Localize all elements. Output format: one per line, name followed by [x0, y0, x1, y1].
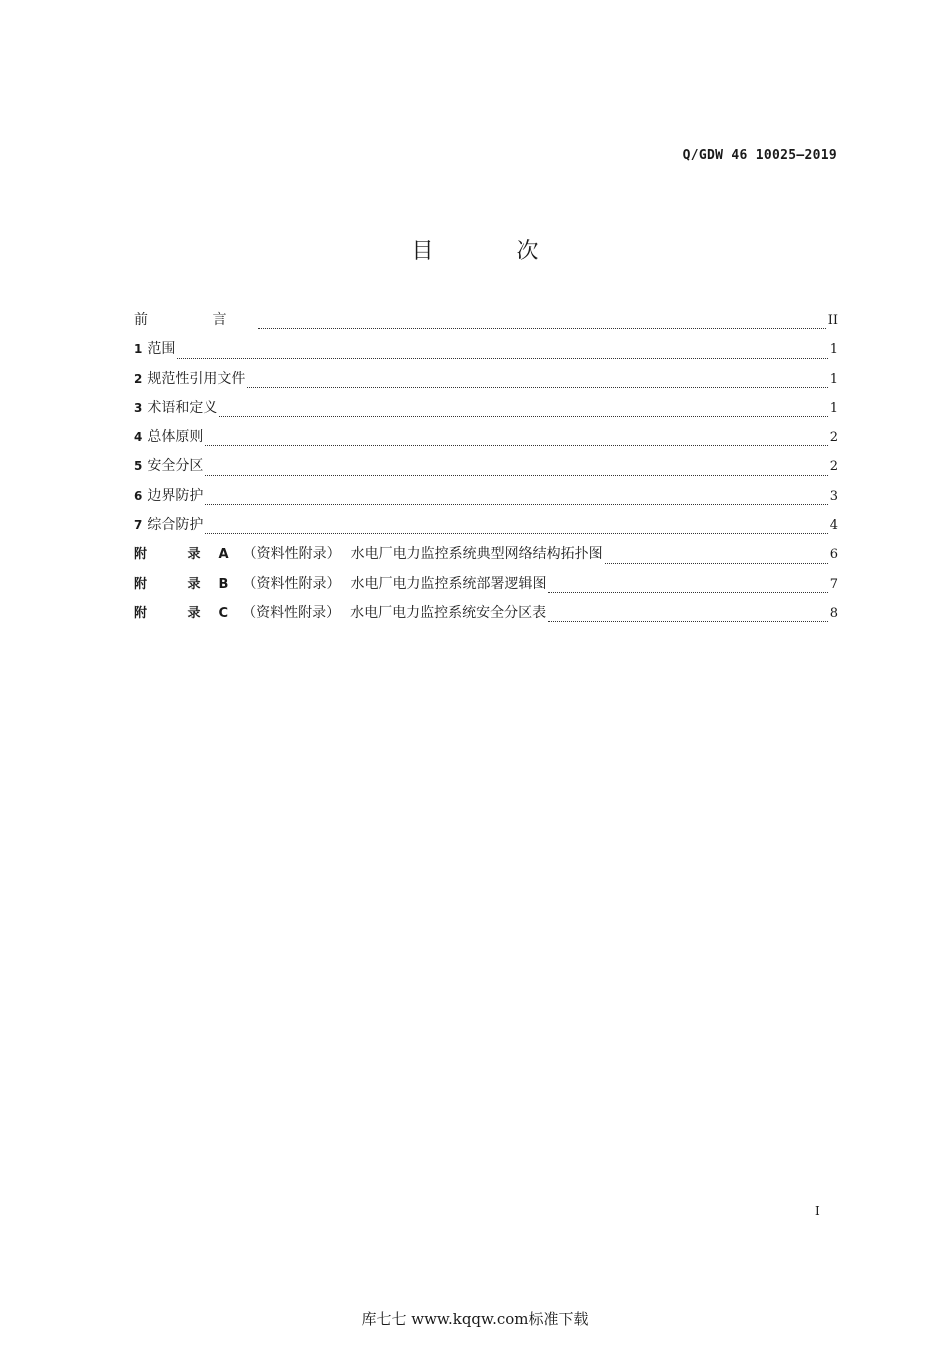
- toc-entry[interactable]: [134, 485, 838, 514]
- toc-entry[interactable]: [134, 543, 838, 572]
- toc-leader-dots: [548, 621, 828, 622]
- toc-leader-dots: [548, 592, 827, 593]
- toc-entry[interactable]: [134, 309, 838, 338]
- toc-leader-dots: [205, 445, 827, 446]
- toc-entry-page: 7: [829, 576, 838, 592]
- toc-entry-title: 前 言: [134, 312, 257, 328]
- toc-entry[interactable]: [134, 397, 838, 426]
- toc-entry-label: [134, 455, 203, 475]
- toc-entry-title: 范围: [147, 341, 176, 358]
- toc-entry-page: II: [827, 313, 838, 328]
- toc-entry-label: [134, 397, 217, 417]
- toc-entry-label: [134, 426, 203, 446]
- toc-entry[interactable]: [134, 514, 838, 543]
- toc-entry-title: 规范性引用文件: [147, 370, 246, 387]
- toc-entry-number: 1: [134, 342, 143, 357]
- toc-entry-title: 水电厂电力监控系统典型网络结构拓扑图: [350, 546, 603, 563]
- toc-entry[interactable]: [134, 573, 838, 602]
- table-of-contents: [134, 309, 838, 631]
- appendix-word: 附 录: [134, 605, 219, 621]
- toc-leader-dots: [205, 475, 827, 476]
- toc-entry-title: 术语和定义: [147, 399, 218, 416]
- appendix-note: （资料性附录）: [242, 604, 341, 621]
- toc-entry-label: [134, 485, 203, 505]
- toc-leader-dots: [258, 328, 825, 329]
- toc-leader-dots: [177, 358, 827, 359]
- toc-entry-number: 7: [134, 518, 143, 533]
- toc-leader-dots: [205, 533, 827, 534]
- toc-entry-title: 安全分区: [147, 458, 204, 475]
- toc-entry-page: 1: [829, 400, 838, 416]
- page-number: I: [815, 1204, 820, 1218]
- toc-entry-page: 2: [829, 459, 838, 475]
- toc-entry-title: 边界防护: [147, 487, 204, 504]
- toc-entry[interactable]: [134, 602, 838, 631]
- toc-entry-label: [134, 573, 546, 593]
- toc-entry-label: [134, 543, 603, 563]
- toc-entry-number: 5: [134, 459, 143, 474]
- toc-entry-page: 4: [829, 518, 838, 534]
- toc-entry-page: 3: [829, 488, 838, 504]
- toc-leader-dots: [247, 387, 827, 388]
- toc-entry-label: [134, 514, 203, 534]
- appendix-letter: A: [218, 547, 229, 563]
- toc-entry-title: 综合防护: [147, 517, 204, 534]
- toc-entry[interactable]: [134, 455, 838, 484]
- toc-entry-label: [134, 338, 175, 358]
- toc-entry-title: 水电厂电力监控系统部署逻辑图: [350, 575, 547, 592]
- toc-entry-title: 水电厂电力监控系统安全分区表: [350, 604, 547, 621]
- toc-title: 目 次: [411, 239, 577, 264]
- toc-entry-number: 2: [134, 371, 143, 386]
- toc-entry-number: 3: [134, 400, 143, 415]
- toc-entry[interactable]: [134, 338, 838, 367]
- appendix-letter: B: [218, 576, 229, 592]
- toc-entry-page: 1: [829, 371, 838, 387]
- toc-leader-dots: [219, 416, 827, 417]
- toc-entry[interactable]: [134, 426, 838, 455]
- toc-entry-page: 6: [829, 547, 838, 563]
- toc-entry-title: 总体原则: [147, 429, 204, 446]
- toc-leader-dots: [205, 504, 827, 505]
- toc-entry-page: 2: [829, 430, 838, 446]
- toc-entry[interactable]: [134, 368, 838, 397]
- footer-watermark-text: 库七七 www.kqqw.com标准下载: [361, 1310, 589, 1328]
- document-code: Q/GDW 46 10025—2019: [682, 148, 837, 163]
- appendix-word: 附 录: [134, 576, 219, 592]
- toc-entry-label: [134, 602, 546, 622]
- toc-entry-page: 1: [829, 342, 838, 358]
- appendix-letter: C: [218, 605, 229, 621]
- toc-entry-label: [134, 368, 245, 388]
- appendix-note: （资料性附录）: [242, 546, 341, 563]
- appendix-note: （资料性附录）: [242, 575, 341, 592]
- toc-entry-number: 6: [134, 488, 143, 503]
- toc-leader-dots: [605, 563, 828, 564]
- appendix-word: 附 录: [134, 547, 219, 563]
- toc-entry-number: 4: [134, 430, 143, 445]
- toc-entry-label: [134, 309, 256, 329]
- toc-entry-page: 8: [829, 605, 838, 621]
